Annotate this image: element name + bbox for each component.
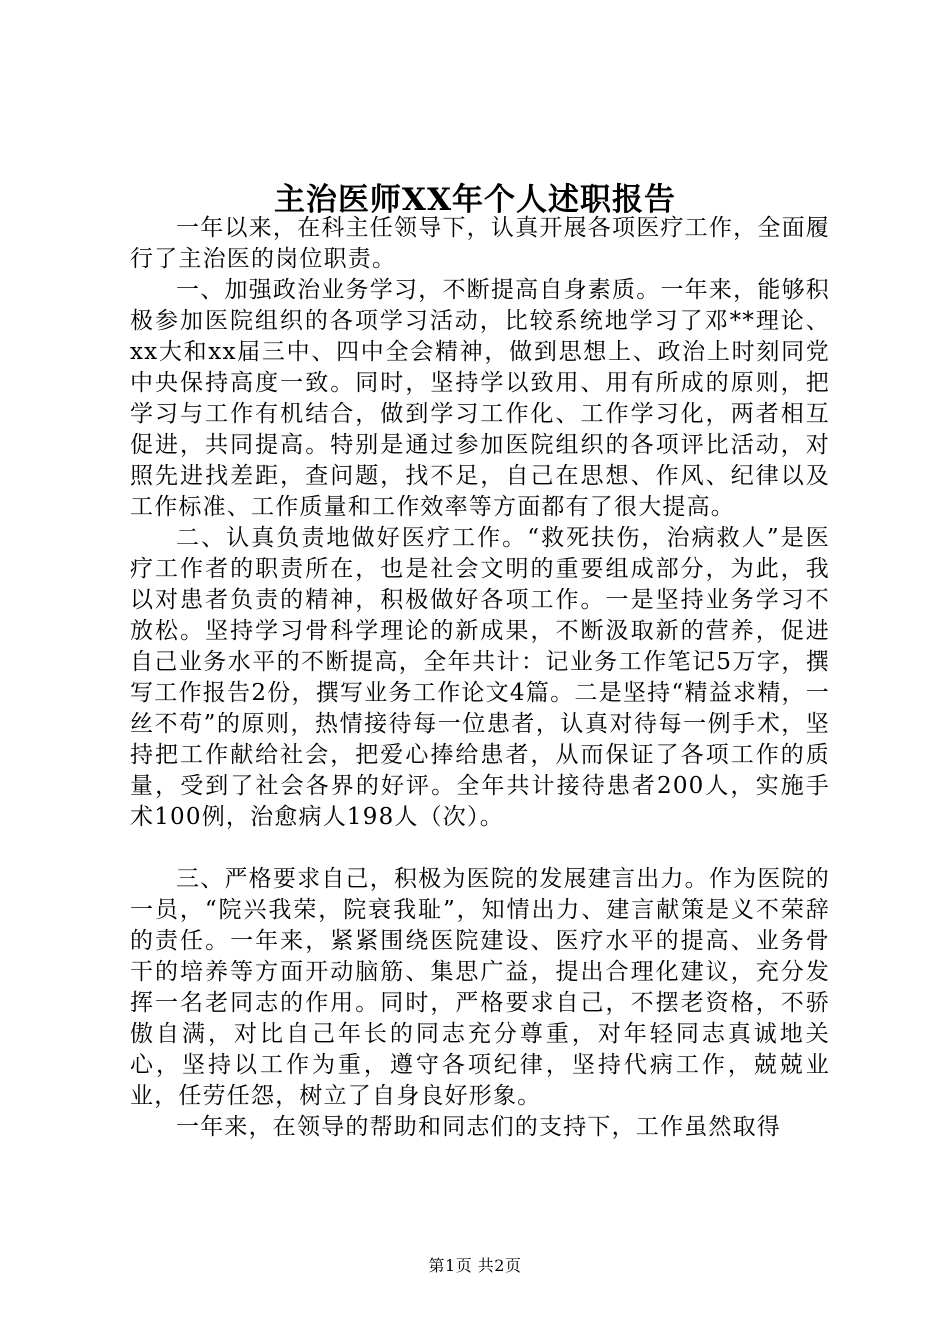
paragraph-closing: 一年来，在领导的帮助和同志们的支持下，工作虽然取得 <box>176 1114 781 1140</box>
document-title: 主治医师XX年个人述职报告 <box>273 182 677 218</box>
document-body <box>130 213 830 1143</box>
paragraph-section-1: 一、加强政治业务学习，不断提高自身素质。一年来，能够积极参加医院组织的各项学习活动，比较系统地学习了邓**理论、xx大和xx届三中、四中全会精神，做到思想上、政治上时刻同党中央保持高度一致。同时，坚持学以致用、用有所成的原则，把学习与工作有机结合，做到学习工作化、工作学习化，两者相互促进，共同提高。特别是通过参加医院组织的各项评比活动，对照先进找差距，查问题，找不足，自己在思想、作风、纪律以及工作标准、工作质量和工作效率等方面都有了很大提高。 <box>130 277 830 520</box>
page-indicator: 第1页 共2页 <box>428 1256 522 1275</box>
paragraph-intro: 一年以来，在科主任领导下，认真开展各项医疗工作，全面履行了主治医的岗位职责。 <box>130 215 830 272</box>
paragraph-section-3: 三、严格要求自己，积极为医院的发展建言出力。作为医院的一员，“院兴我荣，院衰我耻”，知情出力、建言献策是义不荣辞的责任。一年来，紧紧围绕医院建设、医疗水平的提高、业务骨干的培养等方面开动脑筋、集思广益，提出合理化建议，充分发挥一名老同志的作用。同时，严格要求自己，不摆老资格，不骄傲自满，对比自己年长的同志充分尊重，对年轻同志真诚地关心，坚持以工作为重，遵守各项纪律，坚持代病工作，兢兢业业，任劳任怨，树立了自身良好形象。 <box>130 866 830 1109</box>
paragraph-section-2: 二、认真负责地做好医疗工作。“救死扶伤，治病救人”是医疗工作者的职责所在，也是社会文明的重要组成部分，为此，我以对患者负责的精神，积极做好各项工作。一是坚持业务学习不放松。坚持学习骨科学理论的新成果，不断汲取新的营养，促进自己业务水平的不断提高，全年共计：记业务工作笔记5万字，撰写工作报告2份，撰写业务工作论文4篇。二是坚持“精益求精，一丝不苟”的原则，热情接待每一位患者，认真对待每一例手术，坚持把工作献给社会，把爱心捧给患者，从而保证了各项工作的质量，受到了社会各界的好评。全年共计接待患者200人，实施手术100例，治愈病人198人（次）。 <box>130 525 830 830</box>
paragraph-gap <box>130 833 830 864</box>
